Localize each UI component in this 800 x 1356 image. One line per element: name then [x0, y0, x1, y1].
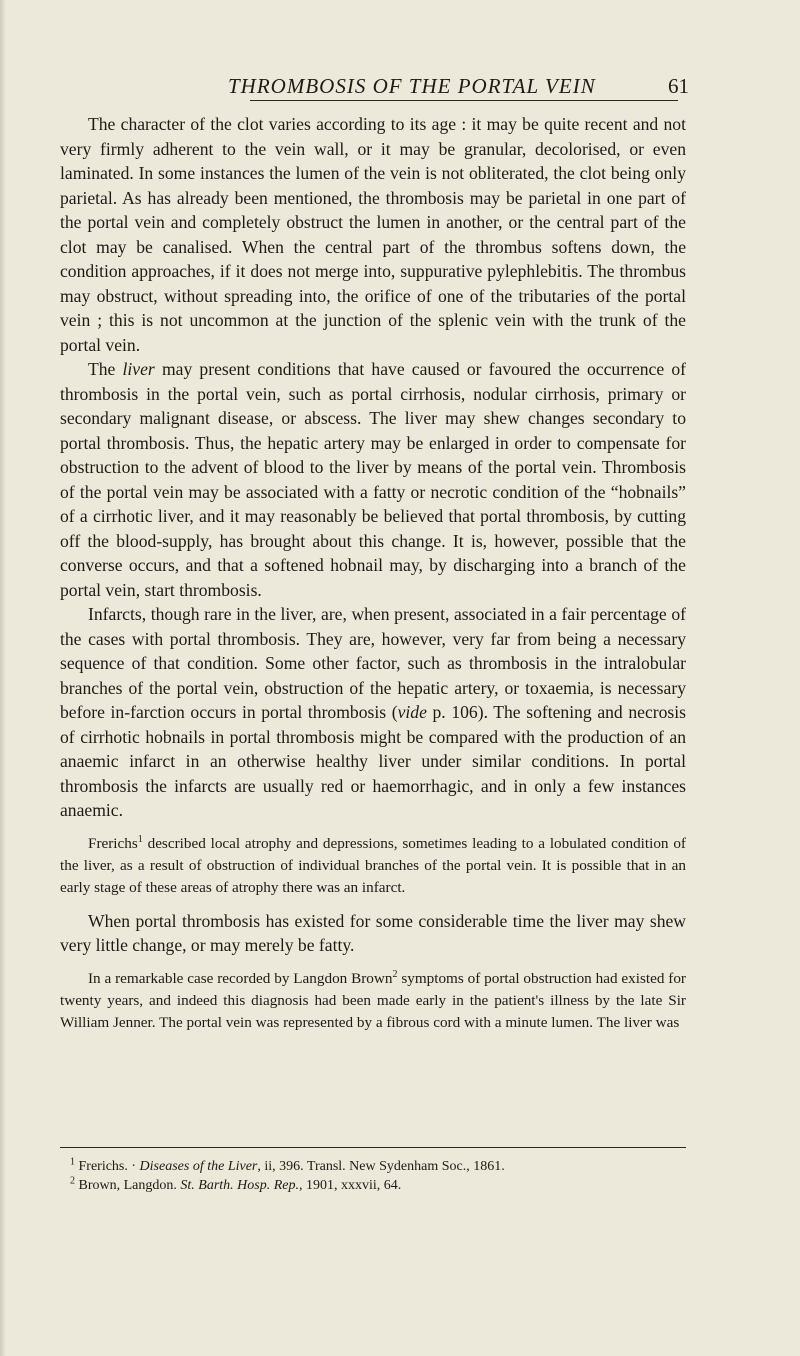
footnotes: [60, 1157, 686, 1195]
paragraph-liver-conditions: [60, 357, 686, 602]
text-span: The: [88, 359, 123, 379]
paragraph-clot-character: The character of the clot varies according to its age : it may be quite recent and not very firmly adherent to the vein wall, or it may be granular, decolorised, or even laminated. In some instances the lumen of the vein is not obliterated, the clot being only parietal. As has already been mentioned, the thrombosis may be parietal in one part of the portal vein and completely obstruct the lumen in another, or the central part of the clot may be canalised. When the central part of the thrombus softens down, the condition approaches, if it does not merge into, suppurative pylephlebitis. The thrombus may obstruct, without spreading into, the orifice of one of the tributaries of the portal vein ; this is not uncommon at the junction of the splenic vein with the trunk of the portal vein.: [60, 114, 686, 355]
text-span: Frerichs: [88, 834, 138, 852]
text-span: Frerichs. ·: [75, 1159, 140, 1174]
footnote-title: St. Barth. Hosp. Rep.: [180, 1178, 299, 1193]
paragraph-langdon-brown-case: [60, 968, 686, 1034]
text-span: , ii, 396. Transl. New Sydenham Soc., 1861.: [257, 1159, 505, 1174]
header-rule: [250, 100, 678, 101]
page-edge-shadow: [0, 0, 6, 1356]
text-span: In a remarkable case recorded by Langdon Brown: [88, 969, 393, 987]
footnote-2: [60, 1176, 686, 1195]
text-span: p. 106). The softening and necrosis of cirrhotic hobnails in portal thrombosis might be compared with the production of an anaemic infarct in an otherwise healthy liver under similar conditions. In portal thrombosis the infarcts are usually red or haemorrhagic, and in only a few instances anaemic.: [60, 702, 686, 820]
text-span: symptoms of portal obstruction had existed for twenty years, and indeed this diagnosis had been made early in the patient's illness by the late Sir William Jenner. The portal vein was represented by a fibrous cord with a minute lumen. The liver was: [60, 969, 686, 1031]
footnote-ref-1: 1: [137, 833, 143, 845]
footnote-rule: [60, 1147, 686, 1148]
footnote-title: Diseases of the Liver: [139, 1159, 258, 1174]
footnote-ref-2: 2: [392, 968, 398, 980]
paragraph-frerichs-note: [60, 833, 686, 899]
text-span: described local atrophy and depressions, sometimes leading to a lobulated condition of the liver, as a result of obstruction of individual branches of the portal vein. It is possible that in an early stage of these areas of atrophy there was an infarct.: [60, 834, 686, 896]
paragraph-infarcts: [60, 602, 686, 823]
footnote-mark: 2: [70, 1175, 75, 1187]
body-text: [60, 112, 686, 1044]
footnote-1: [60, 1157, 686, 1176]
text-span: Brown, Langdon.: [75, 1178, 181, 1193]
footnote-mark: 1: [70, 1156, 75, 1168]
text-span: Infarcts, though rare in the liver, are, when present, associated in a fair percentage of the cases with portal thrombosis. They are, however, very far from being a necessary sequence of that condition. Some other factor, such as thrombosis in the intralobular branches of the portal vein, obstruction of the hepatic artery, or toxaemia, is necessary before in-farction occurs in portal thrombosis (: [60, 604, 686, 722]
text-span: may present conditions that have caused or favoured the occurrence of thrombosis in the portal vein, such as portal cirrhosis, nodular cirrhosis, primary or secondary malignant disease, or abscess. The liver may shew changes secondary to portal thrombosis. Thus, the hepatic artery may be enlarged in order to compensate for obstruction to the advent of blood to the liver by means of the portal vein. Thrombosis of the portal vein may be associated with a fatty or necrotic condition of the “hobnails” of a cirrhotic liver, and it may reasonably be believed that portal thrombosis, by cutting off the blood-supply, has brought about this change. It is, however, possible that the converse occurs, and that a softened hobnail may, by discharging into a branch of the portal vein, start thrombosis.: [60, 359, 686, 600]
italic-term-vide: vide: [397, 702, 427, 722]
page-number: 61: [668, 74, 689, 98]
paragraph-long-standing: When portal thrombosis has existed for some considerable time the liver may shew very little change, or may merely be fatty.: [60, 910, 686, 955]
text-span: , 1901, xxxvii, 64.: [299, 1178, 402, 1193]
italic-term-liver: liver: [122, 359, 155, 379]
running-title: THROMBOSIS OF THE PORTAL VEIN: [228, 74, 596, 98]
